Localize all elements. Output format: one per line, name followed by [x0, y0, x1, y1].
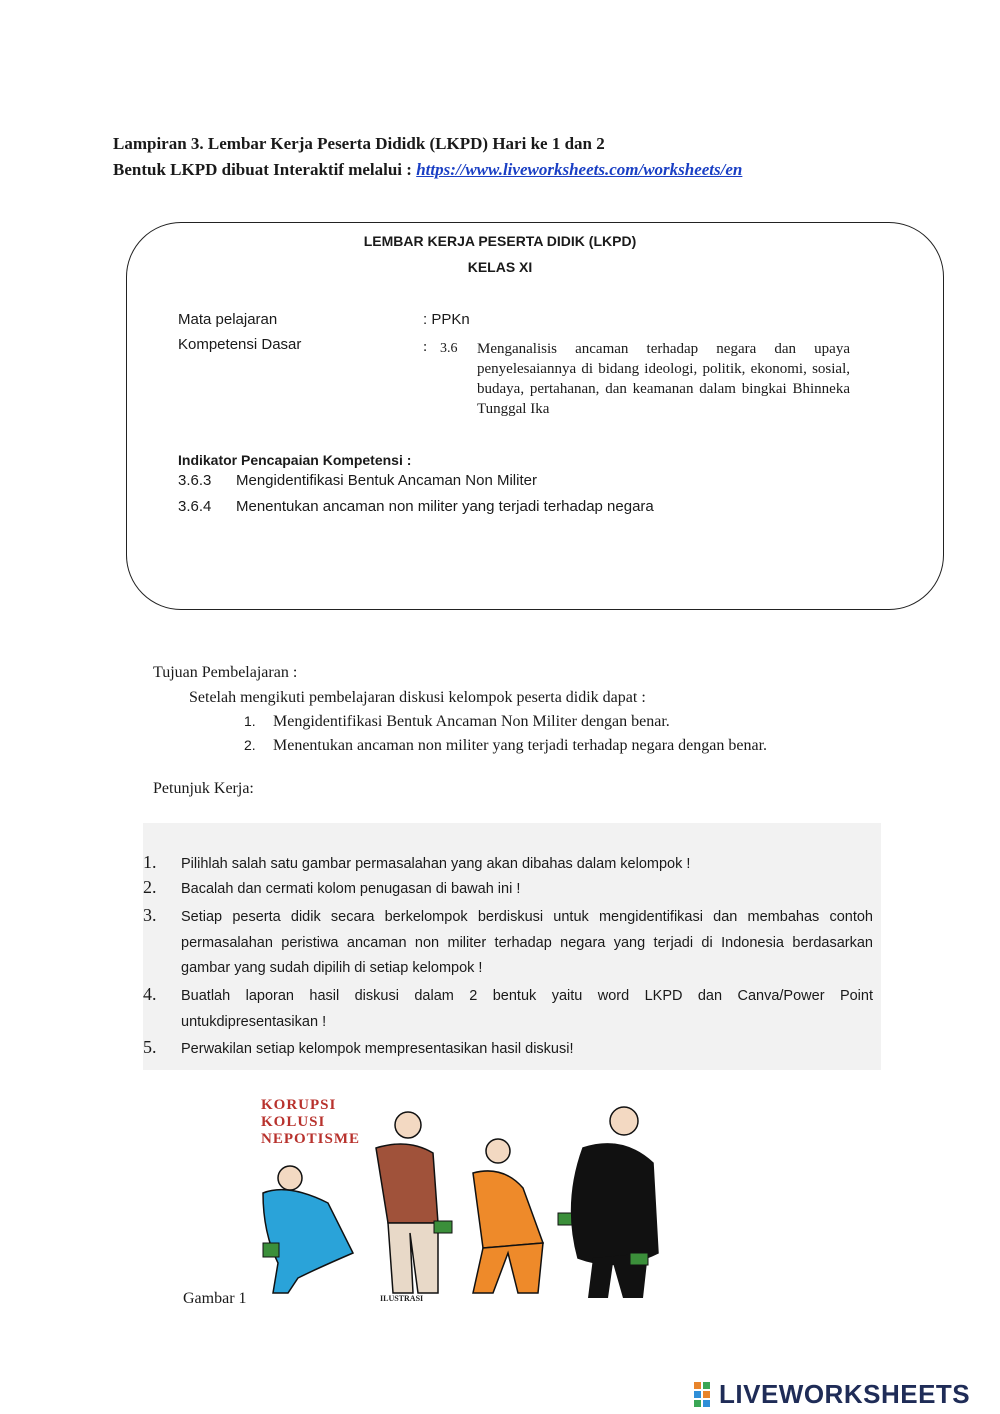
illustration-word-kolusi: KOLUSI [261, 1114, 326, 1130]
step-text: Perwakilan setiap kelompok mempresentasikan hasil diskusi! [181, 1041, 574, 1057]
indikator-item [178, 498, 654, 515]
step-number: 5. [143, 1037, 157, 1057]
tujuan-text: Menentukan ancaman non militer yang terjadi terhadap negara dengan benar. [273, 737, 768, 754]
tujuan-number: 2. [244, 737, 256, 753]
liveworksheets-brand [695, 1379, 970, 1410]
kompetensi-dasar-label: Kompetensi Dasar [178, 336, 302, 353]
indikator-number: 3.6.4 [178, 498, 212, 515]
header-line-2 [113, 160, 742, 180]
mata-pelajaran-label: Mata pelajaran [178, 311, 278, 328]
step-number: 2. [143, 877, 157, 897]
illustration-word-nepotisme: NEPOTISME [261, 1131, 361, 1147]
illustration-word-korupsi: KORUPSI [261, 1097, 337, 1113]
tujuan-text: Mengidentifikasi Bentuk Ancaman Non Militer dengan benar. [273, 713, 670, 730]
kompetensi-colon: : [423, 339, 428, 355]
indikator-number: 3.6.3 [178, 472, 212, 489]
brand-name: LIVEWORKSHEETS [719, 1379, 971, 1409]
step-text: Setiap peserta didik secara berkelompok berdiskusi untuk mengidentifikasi dan membahas contoh permasalahan peristiwa ancaman non militer terhadap negara yang terjadi di Indonesia berdasarkan gambar yang sudah dipilih di setiap kelompok ! [181, 909, 873, 976]
tujuan-intro: Setelah mengikuti pembelajaran diskusi kelompok peserta didik dapat : [189, 689, 646, 706]
mata-pelajaran-value: : PPKn [423, 311, 470, 328]
kompetensi-dasar-text: Menganalisis ancaman terhadap negara dan upaya penyelesaiannya di bidang ideologi, politik, ekonomi, sosial, budaya, pertahanan, dan keamanan dalam bingkai Bhinneka Tunggal Ika [477, 341, 850, 417]
korupsi-kolusi-nepotisme-illustration [258, 1093, 662, 1303]
step-number: 4. [143, 984, 157, 1004]
step-text: Pilihlah salah satu gambar permasalahan yang akan dibahas dalam kelompok ! [181, 856, 691, 872]
indikator-title: Indikator Pencapaian Kompetensi : [178, 452, 412, 468]
step-text: Bacalah dan cermati kolom penugasan di bawah ini ! [181, 881, 521, 897]
tujuan-number: 1. [244, 713, 256, 729]
header-line-2-prefix: Bentuk LKPD dibuat Interaktif melalui : [113, 160, 417, 179]
tujuan-item [244, 713, 670, 731]
illustration-caption: ILUSTRASI [380, 1294, 424, 1303]
indikator-text: Menentukan ancaman non militer yang terjadi terhadap negara [236, 498, 654, 515]
indikator-text: Mengidentifikasi Bentuk Ancaman Non Militer [236, 472, 537, 489]
tujuan-item [244, 737, 767, 755]
lkpd-class: KELAS XI [467, 259, 533, 275]
liveworksheets-link[interactable]: https://www.liveworksheets.com/worksheets/en [416, 160, 743, 179]
header-line-1: Lampiran 3. Lembar Kerja Peserta Dididk (LKPD) Hari ke 1 dan 2 [113, 134, 605, 153]
tujuan-title: Tujuan Pembelajaran : [153, 664, 298, 681]
petunjuk-title: Petunjuk Kerja: [153, 780, 254, 797]
step-text: Buatlah laporan hasil diskusi dalam 2 bentuk yaitu word LKPD dan Canva/Power Point untukdipresentasikan ! [181, 988, 873, 1030]
gambar-label: Gambar 1 [183, 1290, 247, 1307]
indikator-item [178, 472, 537, 489]
kompetensi-number: 3.6 [440, 341, 458, 356]
step-number: 1. [143, 852, 157, 872]
lkpd-title: LEMBAR KERJA PESERTA DIDIK (LKPD) [363, 233, 637, 249]
step-number: 3. [143, 905, 157, 925]
